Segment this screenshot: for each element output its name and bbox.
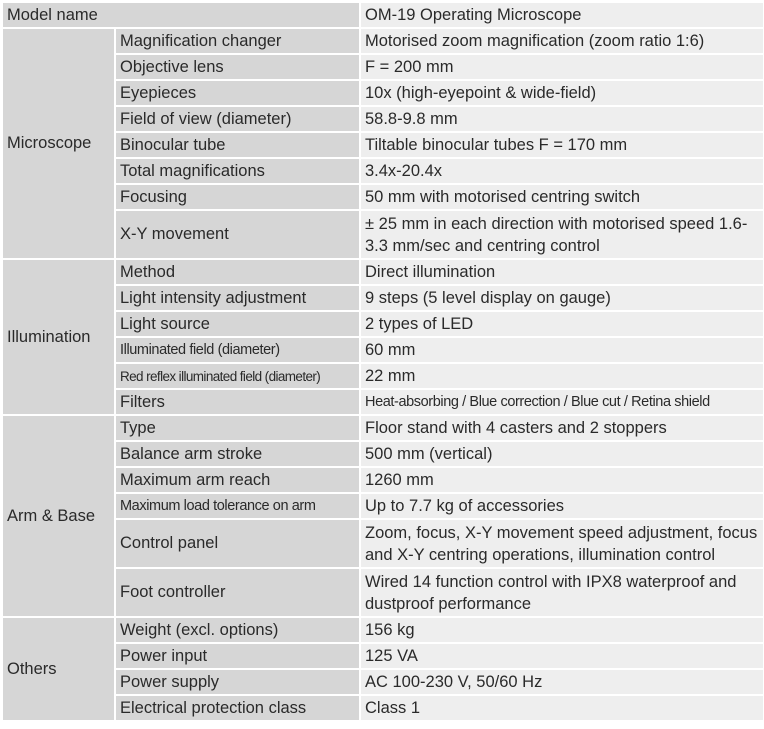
row-value: Heat-absorbing / Blue correction / Blue cut / Retina shield bbox=[360, 389, 764, 415]
table-row bbox=[2, 669, 764, 695]
row-label: Magnification changer bbox=[115, 28, 360, 54]
table-row bbox=[2, 28, 764, 54]
row-value: Motorised zoom magnification (zoom ratio 1:6) bbox=[360, 28, 764, 54]
table-row bbox=[2, 285, 764, 311]
table-row bbox=[2, 106, 764, 132]
row-label: Eyepieces bbox=[115, 80, 360, 106]
table-row bbox=[2, 695, 764, 721]
group-label-arm-base: Arm & Base bbox=[2, 415, 115, 617]
table-row bbox=[2, 259, 764, 285]
row-value: F = 200 mm bbox=[360, 54, 764, 80]
row-label: Illuminated field (diameter) bbox=[115, 337, 360, 363]
row-label: Balance arm stroke bbox=[115, 441, 360, 467]
row-value: 60 mm bbox=[360, 337, 764, 363]
row-value: ± 25 mm in each direction with motorised speed 1.6-3.3 mm/sec and centring control bbox=[360, 210, 764, 259]
row-label: Field of view (diameter) bbox=[115, 106, 360, 132]
group-label-others: Others bbox=[2, 617, 115, 721]
table-row bbox=[2, 415, 764, 441]
row-value: 3.4x-20.4x bbox=[360, 158, 764, 184]
table-row bbox=[2, 519, 764, 568]
table-row bbox=[2, 132, 764, 158]
row-label: Power input bbox=[115, 643, 360, 669]
row-value: Tiltable binocular tubes F = 170 mm bbox=[360, 132, 764, 158]
group-label-microscope: Microscope bbox=[2, 28, 115, 259]
table-row bbox=[2, 363, 764, 389]
model-name-value: OM-19 Operating Microscope bbox=[360, 2, 764, 28]
table-row bbox=[2, 184, 764, 210]
row-label: Type bbox=[115, 415, 360, 441]
table-row bbox=[2, 493, 764, 519]
row-value: 500 mm (vertical) bbox=[360, 441, 764, 467]
row-label: Total magnifications bbox=[115, 158, 360, 184]
table-row bbox=[2, 643, 764, 669]
table-row bbox=[2, 389, 764, 415]
row-label: Red reflex illuminated field (diameter) bbox=[115, 363, 360, 389]
model-name-label: Model name bbox=[2, 2, 360, 28]
row-label: Focusing bbox=[115, 184, 360, 210]
row-label: Filters bbox=[115, 389, 360, 415]
row-label: Weight (excl. options) bbox=[115, 617, 360, 643]
row-value: 50 mm with motorised centring switch bbox=[360, 184, 764, 210]
row-label: Maximum load tolerance on arm bbox=[115, 493, 360, 519]
row-label: X-Y movement bbox=[115, 210, 360, 259]
table-row bbox=[2, 568, 764, 617]
row-label: Light intensity adjustment bbox=[115, 285, 360, 311]
table-row bbox=[2, 337, 764, 363]
table-row bbox=[2, 441, 764, 467]
row-value: 22 mm bbox=[360, 363, 764, 389]
table-row bbox=[2, 311, 764, 337]
row-label: Electrical protection class bbox=[115, 695, 360, 721]
row-value: Zoom, focus, X-Y movement speed adjustment, focus and X-Y centring operations, illumination control bbox=[360, 519, 764, 568]
table-row-model-name bbox=[2, 2, 764, 28]
row-label: Light source bbox=[115, 311, 360, 337]
row-value: 9 steps (5 level display on gauge) bbox=[360, 285, 764, 311]
spec-table bbox=[1, 1, 764, 722]
table-row bbox=[2, 467, 764, 493]
table-row bbox=[2, 54, 764, 80]
row-value: 2 types of LED bbox=[360, 311, 764, 337]
row-value: Floor stand with 4 casters and 2 stoppers bbox=[360, 415, 764, 441]
table-row bbox=[2, 158, 764, 184]
row-label: Power supply bbox=[115, 669, 360, 695]
table-row bbox=[2, 617, 764, 643]
row-value: 125 VA bbox=[360, 643, 764, 669]
row-value: 58.8-9.8 mm bbox=[360, 106, 764, 132]
row-label: Control panel bbox=[115, 519, 360, 568]
row-label: Maximum arm reach bbox=[115, 467, 360, 493]
table-row bbox=[2, 210, 764, 259]
row-value: 1260 mm bbox=[360, 467, 764, 493]
row-value: 156 kg bbox=[360, 617, 764, 643]
row-value: 10x (high-eyepoint & wide-field) bbox=[360, 80, 764, 106]
row-label: Binocular tube bbox=[115, 132, 360, 158]
row-value: AC 100-230 V, 50/60 Hz bbox=[360, 669, 764, 695]
row-label: Method bbox=[115, 259, 360, 285]
row-value: Direct illumination bbox=[360, 259, 764, 285]
group-label-illumination: Illumination bbox=[2, 259, 115, 415]
row-label: Foot controller bbox=[115, 568, 360, 617]
row-value: Up to 7.7 kg of accessories bbox=[360, 493, 764, 519]
table-row bbox=[2, 80, 764, 106]
row-label: Objective lens bbox=[115, 54, 360, 80]
row-value: Wired 14 function control with IPX8 waterproof and dustproof performance bbox=[360, 568, 764, 617]
row-value: Class 1 bbox=[360, 695, 764, 721]
